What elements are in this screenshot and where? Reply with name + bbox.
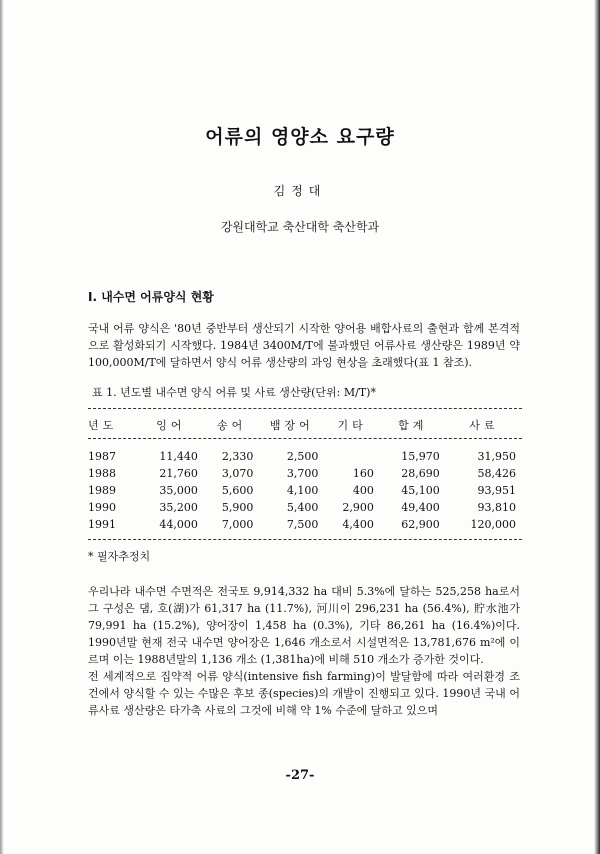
page-number: -27- bbox=[285, 768, 315, 783]
production-table bbox=[88, 415, 522, 533]
cell-year: 1989 bbox=[88, 484, 116, 497]
paragraph-intensive-farming: 전 세계적으로 집약적 어류 양식(intensive fish farming)이 발달함에 따라 여러환경 조건에서 양식할 수 있는 수많은 후보 종(species)의 개발이 진행되고 있다. 1990년 국내 어류사료 생산량은 타가축 사료의 그것에 비해 약 1% 수준에 달하고 있으며 bbox=[88, 670, 520, 717]
paragraph-water-area: 우리나라 내수면 수면적은 전국토 9,914,332 ha 대비 5.3%에 달하는 525,258 ha로서 그 구성은 댐, 호(湖)가 61,317 ha (11.7%), 河川이 296,231 ha (56.4%), 貯水池가 79,991 ha (15.2%), 양어장이 1,458 ha (0.3%), 기타 86,261 ha (16.4%)이다. 1990년말 현재 전국 내수면 양어장은 1,646 개소로서 시설면적은 13,781,676 m²에 이르며 이는 1988년말의 1,136 개소 (1,381ha)에 비해 510 개소가 증가한 것이다. bbox=[88, 585, 520, 666]
cell-carp: 11,440 bbox=[159, 450, 198, 463]
cell-year: 1987 bbox=[88, 450, 116, 463]
table-row bbox=[88, 448, 522, 465]
header-trout: 송어 bbox=[216, 419, 247, 432]
table-header-row bbox=[88, 415, 522, 435]
cell-feed: 31,950 bbox=[477, 450, 516, 463]
header-other: 기타 bbox=[337, 419, 367, 432]
cell-eel: 5,400 bbox=[286, 501, 319, 514]
table-row bbox=[88, 482, 522, 499]
cell-total: 15,970 bbox=[401, 450, 440, 463]
section-heading: I. 내수면 어류양식 현황 bbox=[88, 290, 214, 304]
cell-trout: 3,070 bbox=[221, 467, 254, 480]
cell-carp: 35,200 bbox=[159, 501, 198, 514]
header-eel: 뱀장어 bbox=[269, 419, 314, 432]
header-carp: 잉어 bbox=[156, 419, 186, 432]
cell-total: 62,900 bbox=[401, 518, 440, 531]
cell-total: 45,100 bbox=[401, 484, 440, 497]
cell-trout: 7,000 bbox=[221, 518, 254, 531]
header-feed: 사료 bbox=[469, 419, 499, 432]
table-top-rule bbox=[88, 408, 522, 409]
cell-feed: 93,810 bbox=[477, 501, 516, 514]
cell-feed: 120,000 bbox=[470, 518, 516, 531]
cell-year: 1991 bbox=[88, 518, 116, 531]
cell-carp: 21,760 bbox=[159, 467, 198, 480]
cell-other: 2,900 bbox=[342, 501, 374, 514]
cell-feed: 93,951 bbox=[477, 484, 516, 497]
cell-carp: 44,000 bbox=[159, 518, 198, 531]
header-year: 년도 bbox=[88, 419, 118, 432]
header-total: 합계 bbox=[398, 419, 428, 432]
table-row bbox=[88, 465, 522, 482]
table-row bbox=[88, 499, 522, 516]
paragraph-intro: 국내 어류 양식은 '80년 중반부터 생산되기 시작한 양어용 배합사료의 출현과 함께 본격적으로 활성화되기 시작했다. 1984년 3400M/T에 불과했던 어류사료 생산량은 1989년 약 100,000M/T에 달하면서 양식 어류 생산량의 과잉 현상을 초래했다(표 1 참조). bbox=[88, 322, 520, 369]
cell-eel: 3,700 bbox=[286, 467, 319, 480]
table-bottom-rule bbox=[88, 539, 522, 540]
table-footnote: * 필자추정치 bbox=[88, 550, 151, 563]
table-row bbox=[88, 516, 522, 533]
cell-eel: 4,100 bbox=[286, 484, 319, 497]
cell-total: 49,400 bbox=[401, 501, 440, 514]
cell-trout: 5,900 bbox=[221, 501, 254, 514]
cell-feed: 58,426 bbox=[477, 467, 516, 480]
cell-year: 1988 bbox=[88, 467, 116, 480]
cell-carp: 35,000 bbox=[159, 484, 198, 497]
cell-other: 4,400 bbox=[342, 518, 374, 531]
cell-trout: 5,600 bbox=[221, 484, 254, 497]
cell-other bbox=[324, 448, 380, 465]
table-caption: 표 1. 년도별 내수면 양식 어류 및 사료 생산량(단위: M/T)* bbox=[92, 386, 376, 399]
cell-year: 1990 bbox=[88, 501, 116, 514]
paper-title: 어류의 영양소 요구량 bbox=[205, 126, 395, 148]
cell-eel: 7,500 bbox=[286, 518, 319, 531]
cell-total: 28,690 bbox=[401, 467, 440, 480]
cell-trout: 2,330 bbox=[221, 450, 254, 463]
author-affiliation: 강원대학교 축산대학 축산학과 bbox=[220, 220, 380, 234]
cell-other: 400 bbox=[352, 484, 374, 497]
cell-eel: 2,500 bbox=[286, 450, 319, 463]
author-name: 김정대 bbox=[273, 184, 327, 198]
cell-other: 160 bbox=[352, 467, 374, 480]
